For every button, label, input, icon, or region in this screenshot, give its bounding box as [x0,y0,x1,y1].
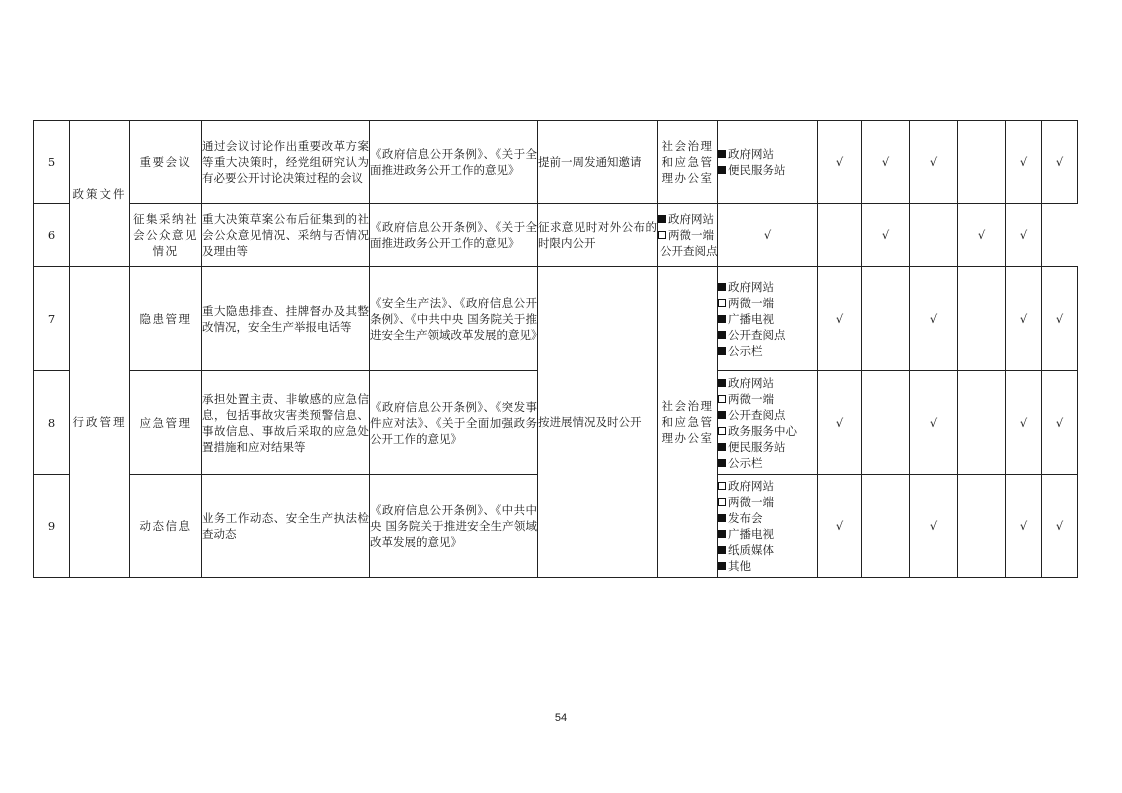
channel-item [718,311,817,327]
channel-label: 两微一端 [728,495,774,509]
check-mark: √ [1006,475,1042,578]
channel-item [718,558,817,574]
filled-square-icon [718,347,726,355]
check-mark [862,475,910,578]
check-mark: √ [818,371,862,475]
filled-square-icon [658,215,666,223]
empty-square-icon [718,395,726,403]
channel-item [658,227,717,243]
row-number: 6 [34,204,70,267]
check-mark [862,267,910,371]
filled-square-icon [718,514,726,522]
check-mark: √ [1006,204,1042,267]
row-number: 7 [34,267,70,371]
channel-label: 便民服务站 [728,163,786,177]
filled-square-icon [718,562,726,570]
check-mark: √ [718,204,818,267]
filled-square-icon [718,546,726,554]
dept-cell: 社会治理和应急管理办公室 [658,121,718,204]
check-mark: √ [862,121,910,204]
check-mark: √ [1042,475,1078,578]
dept-cell: 社会治理和应急管理办公室 [658,267,718,578]
empty-square-icon [658,231,666,239]
channel-item [718,510,817,526]
content-cell: 重大决策草案公布后征集到的社会公众意见情况、采纳与否情况及理由等 [202,204,370,267]
check-mark [818,204,862,267]
check-mark: √ [910,475,958,578]
check-mark [910,204,958,267]
channel-label: 两微一端 [668,228,714,242]
basis-cell: 《政府信息公开条例》、《关于全面推进政务公开工作的意见》 [370,204,538,267]
channel-item [658,243,717,259]
channel-label: 公开查阅点 [728,407,786,422]
check-mark [958,475,1006,578]
item-cell: 应急管理 [130,371,202,475]
basis-cell: 《政府信息公开条例》、《中共中央 国务院关于推进安全生产领域改革发展的意见》 [370,475,538,578]
channels-cell [718,267,818,371]
check-mark: √ [862,204,910,267]
check-mark: √ [1042,267,1078,371]
channel-label: 两微一端 [728,295,774,310]
basis-cell: 《政府信息公开条例》、《突发事件应对法》、《关于全面加强政务公开工作的意见》 [370,371,538,475]
channels-cell [718,371,818,475]
check-mark [958,121,1006,204]
basis-cell: 《政府信息公开条例》、《关于全面推进政务公开工作的意见》 [370,121,538,204]
channel-item [658,211,717,227]
check-mark: √ [818,121,862,204]
channel-item [718,146,817,162]
channel-item [718,439,817,455]
filled-square-icon [718,530,726,538]
channel-label: 政府网站 [668,212,714,226]
channel-label: 政府网站 [728,375,774,390]
check-mark: √ [1042,371,1078,475]
channel-label: 政府网站 [728,479,774,493]
check-mark: √ [910,371,958,475]
channel-label: 其他 [728,559,751,573]
channel-label: 政府网站 [728,147,774,161]
check-mark [862,371,910,475]
row-number: 8 [34,371,70,475]
filled-square-icon [718,443,726,451]
check-mark: √ [1006,267,1042,371]
content-cell: 承担处置主责、非敏感的应急信息，包括事故灾害类预警信息、事故信息、事故后采取的应急处置措施和应对结果等 [202,371,370,475]
category-cell: 政策文件 [70,121,130,267]
channel-item [718,542,817,558]
channel-item [718,279,817,295]
item-cell: 动态信息 [130,475,202,578]
timing-cell: 征求意见时对外公布的时限内公开 [538,204,658,267]
check-mark: √ [910,121,958,204]
check-mark: √ [1006,121,1042,204]
filled-square-icon [718,166,726,174]
item-cell: 征集采纳社会公众意见情况 [130,204,202,267]
content-cell: 通过会议讨论作出重要改革方案等重大决策时，经党组研究认为有必要公开讨论决策过程的会议 [202,121,370,204]
filled-square-icon [718,150,726,158]
channel-item [718,478,817,494]
check-mark: √ [1042,121,1078,204]
basis-cell: 《安全生产法》、《政府信息公开条例》、《中共中央 国务院关于推进安全生产领域改革发展的意见》 [370,267,538,371]
channel-item [718,295,817,311]
channels-cell [718,121,818,204]
check-mark: √ [818,267,862,371]
table-row [34,267,1078,371]
content-cell: 业务工作动态、安全生产执法检查动态 [202,475,370,578]
check-mark: √ [910,267,958,371]
check-mark: √ [818,475,862,578]
empty-square-icon [718,498,726,506]
check-mark [958,371,1006,475]
channel-label: 发布会 [728,511,763,525]
channel-label: 公示栏 [728,343,763,358]
channel-label: 广播电视 [728,311,774,326]
channel-label: 政府网站 [728,279,774,294]
filled-square-icon [718,315,726,323]
empty-square-icon [718,427,726,435]
channel-item [718,162,817,178]
row-number: 5 [34,121,70,204]
channel-item [718,407,817,423]
channel-label: 纸质媒体 [728,543,774,557]
channel-label: 广播电视 [728,527,774,541]
item-cell: 重要会议 [130,121,202,204]
channel-item [718,455,817,471]
page-number: 54 [554,712,568,724]
filled-square-icon [718,459,726,467]
channel-item [718,327,817,343]
check-mark: √ [958,204,1006,267]
empty-square-icon [718,482,726,490]
channel-item [718,375,817,391]
channel-label: 两微一端 [728,391,774,406]
channel-label: 公示栏 [728,455,763,470]
channel-item [718,391,817,407]
channel-label: 政务服务中心 [728,423,797,438]
filled-square-icon [718,283,726,291]
channels-cell [718,475,818,578]
filled-square-icon [718,331,726,339]
timing-cell: 提前一周发通知邀请 [538,121,658,204]
check-mark [958,267,1006,371]
channel-item [718,526,817,542]
item-cell: 隐患管理 [130,267,202,371]
table-row [34,121,1078,204]
category-cell: 行政管理 [70,267,130,578]
table-row [34,204,1078,267]
channel-label: 公开查阅点 [660,244,718,258]
channels-cell [658,204,718,267]
channel-item [718,423,817,439]
row-number: 9 [34,475,70,578]
channel-label: 便民服务站 [728,439,786,454]
content-cell: 重大隐患排查、挂牌督办及其整改情况，安全生产举报电话等 [202,267,370,371]
channel-label: 公开查阅点 [728,327,786,342]
timing-cell: 按进展情况及时公开 [538,267,658,578]
disclosure-table [33,120,1078,578]
channel-item [718,494,817,510]
empty-square-icon [718,299,726,307]
filled-square-icon [718,411,726,419]
check-mark: √ [1006,371,1042,475]
channel-item [718,343,817,359]
filled-square-icon [718,379,726,387]
